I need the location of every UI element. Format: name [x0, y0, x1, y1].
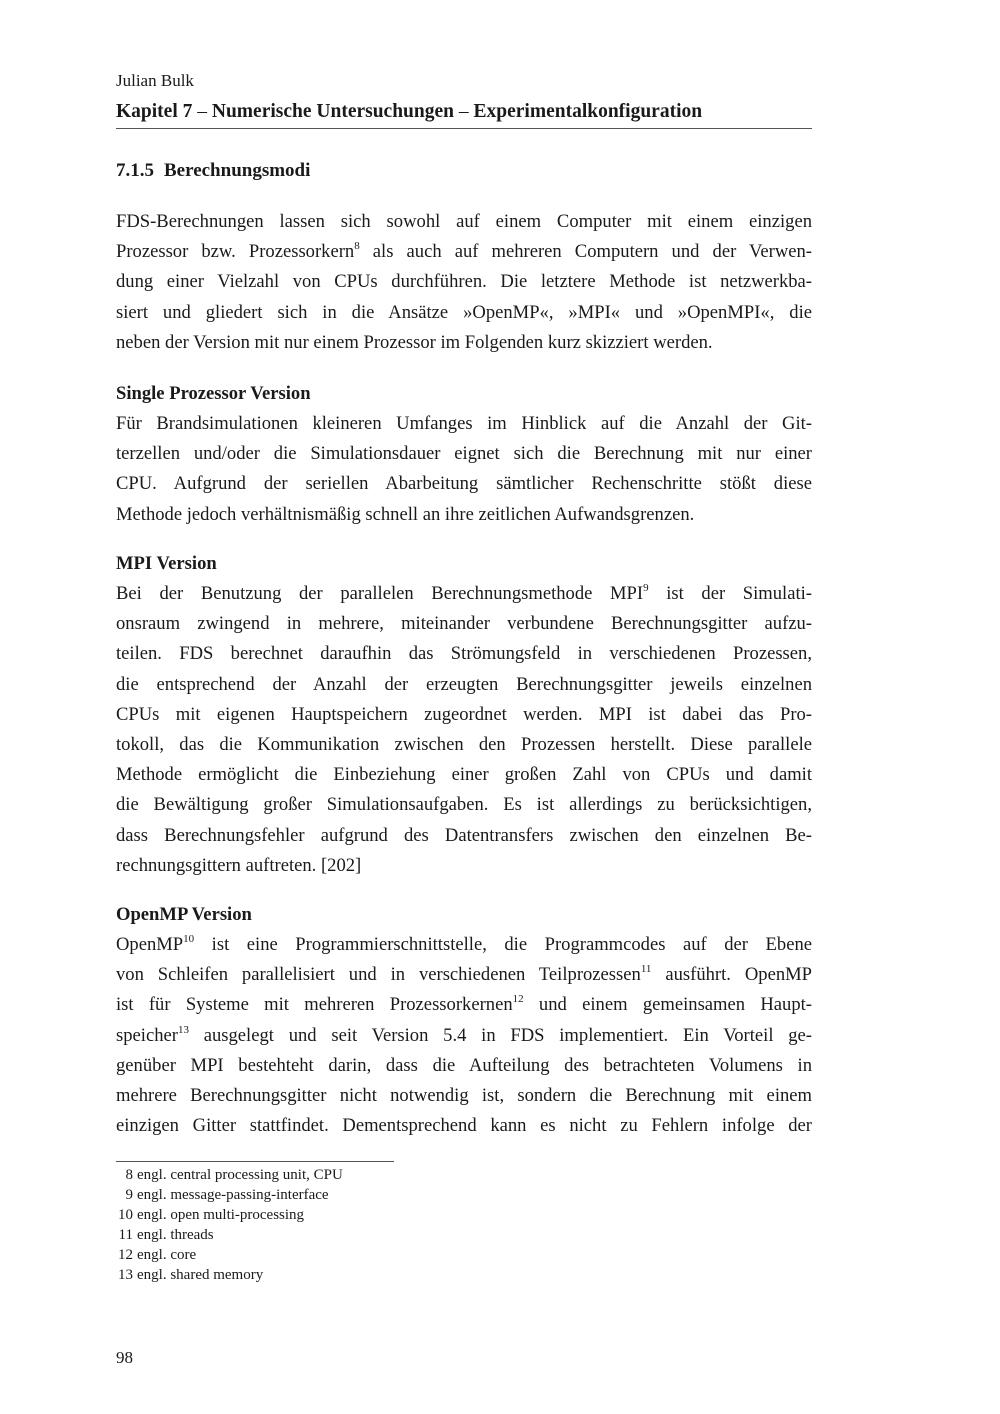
mpi-section — [116, 549, 812, 881]
text-line: Methode jedoch verhältnismäßig schnell an ihre zeitlichen Aufwandsgrenzen. — [116, 503, 695, 525]
footnote-number: 10 — [118, 1207, 133, 1223]
text-line: Methode ermöglicht die Einbeziehung einer großen Zahl von CPUs und damit — [116, 764, 812, 786]
footnote-ref[interactable]: 8 — [354, 240, 360, 253]
intro-paragraph — [116, 207, 812, 358]
text-line: genüber MPI bestehteht darin, dass die Aufteilung des betrachteten Volumens in — [116, 1054, 812, 1076]
text-line: terzellen und/oder die Simulationsdauer eignet sich die Berechnung mit nur einer — [116, 443, 812, 465]
running-header-author: Julian Bulk — [116, 71, 194, 90]
section-title: Berechnungsmodi — [164, 160, 311, 181]
chapter-separator: – — [192, 101, 212, 122]
text-line: ist für Systeme mit mehreren Prozessorkernen$^{12}$ und einem gemeinsamen Haupt- — [116, 993, 812, 1016]
footnote-text: engl. open multi-processing — [137, 1207, 305, 1223]
chapter-separator: – — [454, 101, 474, 122]
text-line: neben der Version mit nur einem Prozessor im Folgenden kurz skizziert werden. — [116, 331, 713, 353]
footnotes — [116, 1165, 616, 1285]
single-processor-section — [116, 379, 812, 530]
text-line: einzigen Gitter stattfindet. Dementsprechend kann es nicht zu Fehlern infolge der — [116, 1115, 812, 1137]
text-line: OpenMP$^{10}$ ist eine Programmierschnittstelle, die Programmcodes auf der Ebene — [116, 933, 812, 955]
chapter-title: Numerische Untersuchungen — [211, 101, 454, 122]
footnote-text: engl. central processing unit, CPU — [137, 1167, 343, 1183]
text-line: die entsprechend der Anzahl der erzeugten Berechnungsgitter jeweils einzelnen — [116, 673, 812, 695]
text-line: Prozessor bzw. Prozessorkern$^8$ als auch auf mehreren Computern und der Verwen- — [116, 240, 812, 263]
section-number: 7.1.5 — [116, 160, 154, 181]
chapter-subtitle: Experimentalkonfiguration — [473, 101, 703, 122]
text-line: Für Brandsimulationen kleineren Umfanges im Hinblick auf die Anzahl der Git- — [116, 413, 812, 434]
footnote-text: engl. shared memory — [137, 1267, 264, 1283]
footnote-number: 9 — [125, 1187, 133, 1203]
text-line: rechnungsgittern auftreten. [202] — [116, 854, 362, 876]
footnote-text: engl. threads — [137, 1227, 214, 1243]
footnote-ref[interactable]: 9 — [643, 582, 649, 594]
text-line: dass Berechnungsfehler aufgrund des Datentransfers zwischen den einzelnen Be- — [116, 824, 812, 846]
chapter-label: Kapitel 7 — [116, 101, 193, 122]
footnote — [116, 1225, 616, 1245]
text-line: von Schleifen parallelisiert und in verschiedenen Teilprozessen$^{11}$ ausführt. OpenMP — [116, 963, 812, 986]
text-line: dung einer Vielzahl von CPUs durchführen. Die letztere Methode ist netzwerkba- — [116, 271, 812, 293]
footnote-text: engl. core — [137, 1247, 197, 1263]
footnote — [116, 1185, 616, 1205]
footnote-ref[interactable]: 12 — [512, 993, 524, 1006]
subsection-heading: MPI Version — [116, 553, 217, 574]
text-line: teilen. FDS berechnet daraufhin das Strömungsfeld in verschiedenen Prozessen, — [116, 643, 812, 665]
footnote-ref[interactable]: 11 — [640, 963, 652, 976]
page-number: 98 — [116, 1348, 133, 1367]
text-line: CPUs mit eigenen Hauptspeichern zugeordnet werden. MPI ist dabei das Pro- — [116, 703, 812, 725]
section-heading — [116, 160, 310, 182]
text-line: onsraum zwingend in mehrere, miteinander verbundene Berechnungsgitter aufzu- — [116, 613, 812, 635]
footnote-ref[interactable]: 10 — [183, 933, 195, 945]
subsection-heading: Single Prozessor Version — [116, 383, 311, 404]
text-line: die Bewältigung großer Simulationsaufgaben. Es ist allerdings zu berücksichtigen, — [116, 794, 812, 816]
footnote-ref[interactable]: 13 — [177, 1023, 189, 1036]
text-line: siert und gliedert sich in die Ansätze »OpenMP«, »MPI« und »OpenMPI«, die — [116, 301, 812, 323]
text-line: mehrere Berechnungsgitter nicht notwendig ist, sondern die Berechnung mit einem — [116, 1084, 812, 1106]
text-line: tokoll, das die Kommunikation zwischen den Prozessen herstellt. Diese parallele — [116, 733, 812, 755]
running-header-chapter — [116, 101, 812, 129]
footnote-divider — [116, 1161, 394, 1162]
footnote-number: 11 — [118, 1227, 133, 1243]
footnote — [116, 1245, 616, 1265]
footnote — [116, 1265, 616, 1285]
footnote-number: 13 — [118, 1267, 133, 1283]
footnote — [116, 1165, 616, 1185]
openmp-section — [116, 900, 812, 1141]
text-line: CPU. Aufgrund der seriellen Abarbeitung sämtlicher Rechenschritte stößt diese — [116, 473, 812, 495]
footnote-text: engl. message-passing-interface — [137, 1187, 329, 1203]
footnote-number: 8 — [125, 1167, 133, 1183]
footnote-number: 12 — [118, 1247, 133, 1263]
text-line: FDS-Berechnungen lassen sich sowohl auf einem Computer mit einem einzigen — [116, 211, 812, 232]
text-line: Bei der Benutzung der parallelen Berechnungsmethode MPI$^9$ ist der Simulati- — [116, 582, 812, 604]
footnote — [116, 1205, 616, 1225]
text-line: speicher$^{13}$ ausgelegt und seit Version 5.4 in FDS implementiert. Ein Vorteil ge- — [116, 1023, 812, 1046]
subsection-heading: OpenMP Version — [116, 904, 252, 925]
